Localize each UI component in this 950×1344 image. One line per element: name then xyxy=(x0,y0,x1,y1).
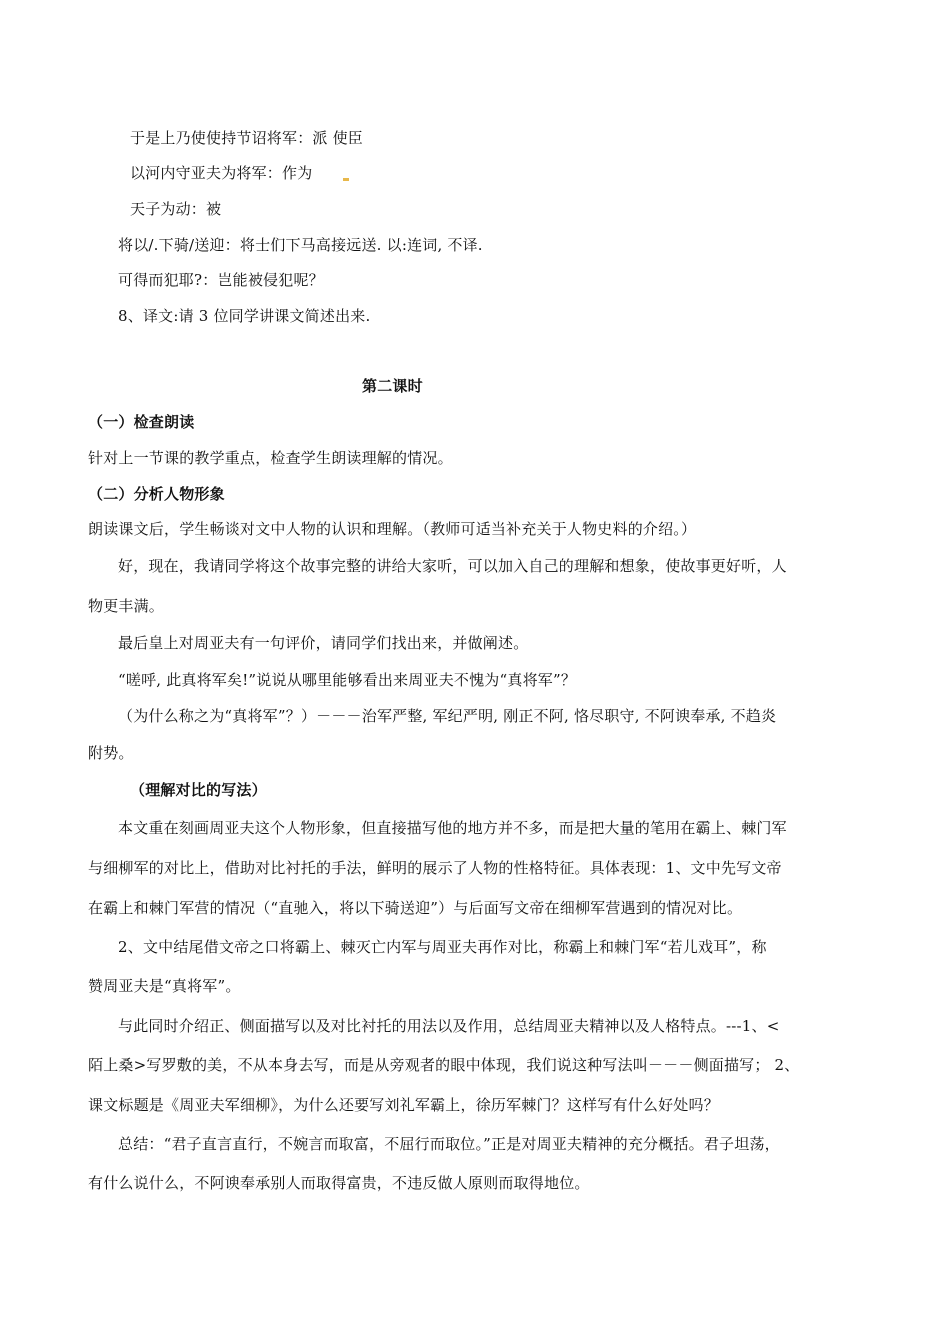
paragraph-6-line-1: （为什么称之为“真将军”？）－－－治军严整, 军纪严明, 刚正不阿, 恪尽职守, 不阿谀奉承, 不趋炎 xyxy=(118,707,777,725)
paragraph-9-line-2: 陌上桑>写罗敷的美，不从本身去写，而是从旁观者的眼中体现，我们说这种写法叫－－－侧面描写； 2、 xyxy=(88,1056,800,1074)
note-line-1: 于是上乃使使持节诏将军：派 使臣 xyxy=(130,129,363,147)
subheading-contrast: （理解对比的写法） xyxy=(130,781,267,799)
note-line-5: 可得而犯耶?：岂能被侵犯呢？ xyxy=(118,271,324,289)
paragraph-9-line-3: 课文标题是《周亚夫军细柳》，为什么还要写刘礼军霸上，徐历军棘门？这样写有什么好处吗？ xyxy=(88,1096,719,1114)
note-line-3: 天子为动：被 xyxy=(130,200,222,218)
paragraph-9-line-1: 与此同时介绍正、侧面描写以及对比衬托的用法以及作用，总结周亚夫精神以及人格特点。---1、< xyxy=(118,1017,780,1035)
paragraph-3-line-1: 好，现在，我请同学将这个故事完整的讲给大家听，可以加入自己的理解和想象，使故事更好听，人 xyxy=(118,557,787,575)
note-line-2: 以河内守亚夫为将军：作为 xyxy=(130,164,313,182)
paragraph-10-line-1: 总结：“君子直言直行，不婉言而取富，不屈行而取位。”正是对周亚夫精神的充分概括。君子坦荡， xyxy=(118,1135,780,1153)
paragraph-4: 最后皇上对周亚夫有一句评价，请同学们找出来，并做阐述。 xyxy=(118,634,529,652)
paragraph-1: 针对上一节课的教学重点，检查学生朗读理解的情况。 xyxy=(88,449,453,467)
paragraph-6-line-2: 附势。 xyxy=(88,744,134,762)
note-line-4: 将以/.下骑/送迎：将士们下马高接远送. 以:连词, 不译. xyxy=(118,236,483,254)
paragraph-3-line-2: 物更丰满。 xyxy=(88,597,165,615)
paragraph-10-line-2: 有什么说什么，不阿谀奉承别人而取得富贵，不违反做人原则而取得地位。 xyxy=(88,1174,590,1192)
paragraph-7-line-3: 在霸上和棘门军营的情况（“直驰入，将以下骑送迎”）与后面写文帝在细柳军营遇到的情况对比。 xyxy=(88,899,743,917)
subsection-title-2: （二）分析人物形象 xyxy=(88,485,225,503)
paragraph-8-line-1: 2、文中结尾借文帝之口将霸上、棘灭亡内军与周亚夫再作对比，称霸上和棘门军“若儿戏耳”，称 xyxy=(118,938,767,956)
paragraph-2: 朗读课文后，学生畅谈对文中人物的认识和理解。（教师可适当补充关于人物史料的介绍。） xyxy=(88,520,697,538)
paragraph-5: “嗟呼, 此真将军矣!”说说从哪里能够看出来周亚夫不愧为“真将军”？ xyxy=(118,671,577,689)
note-line-6: 8、译文:请 3 位同学讲课文简述出来. xyxy=(118,307,371,325)
highlight-mark xyxy=(343,178,349,181)
paragraph-7-line-2: 与细柳军的对比上，借助对比衬托的手法，鲜明的展示了人物的性格特征。具体表现：1、文中先写文帝 xyxy=(88,859,782,877)
paragraph-7-line-1: 本文重在刻画周亚夫这个人物形象，但直接描写他的地方并不多，而是把大量的笔用在霸上、棘门军 xyxy=(118,819,787,837)
section-heading: 第二课时 xyxy=(362,377,423,395)
paragraph-8-line-2: 赞周亚夫是“真将军”。 xyxy=(88,977,241,995)
subsection-title-1: （一）检查朗读 xyxy=(88,413,195,431)
